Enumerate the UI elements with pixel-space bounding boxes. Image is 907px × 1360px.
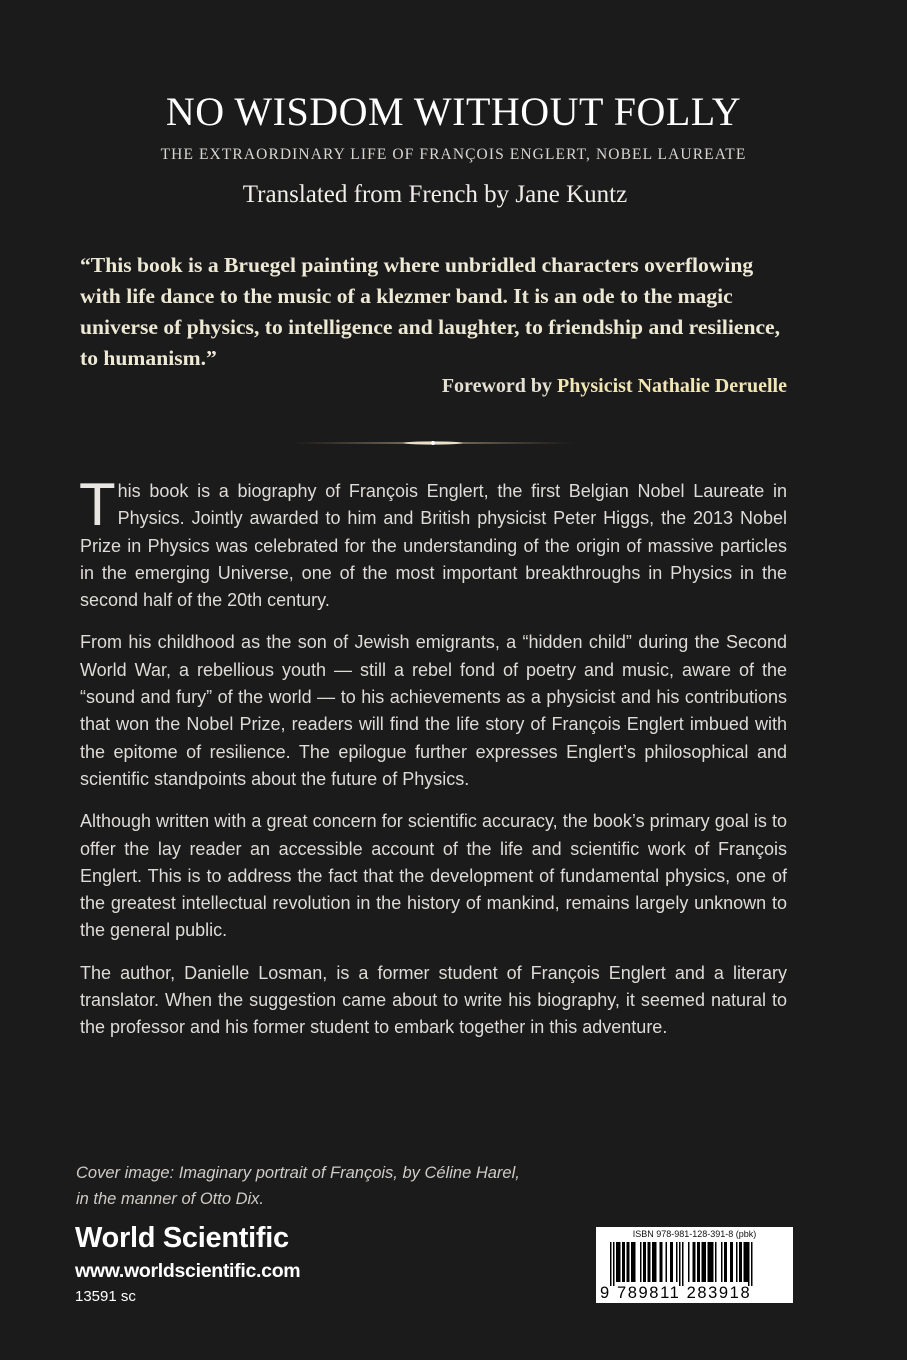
drop-cap: T [79,471,116,538]
description-paragraph-1 [79,471,787,614]
barcode-bar [693,1242,696,1282]
description-paragraph-4: The author, Danielle Losman, is a former student of François Englert and a literary translator. When the suggestion came about to write his biography, it seemed natural to the professor and his former student to embark together in this adventure. [80,962,787,1038]
barcode-bar [679,1242,681,1286]
book-title: NO WISDOM WITHOUT FOLLY [165,89,742,134]
barcode-bar [697,1242,700,1282]
barcode-bar [688,1242,690,1282]
barcode-bar [736,1242,738,1282]
product-code: 13591 sc [75,1288,136,1305]
barcode-bar [660,1242,663,1282]
foreword-author: Physicist Nathalie Deruelle [557,375,787,397]
barcode-bar [631,1242,636,1282]
barcode-bar [730,1242,733,1282]
barcode-bars [610,1242,779,1286]
barcode-bar [676,1242,678,1282]
barcode-bar [708,1242,714,1282]
isbn-label: ISBN 978-981-128-391-8 (pbk) [632,1229,757,1239]
barcode-bar [724,1242,727,1282]
barcode-bar [721,1242,723,1282]
barcode-bar [744,1242,749,1282]
foreword-credit [80,375,787,398]
barcode-bar [751,1242,753,1286]
barcode-bar [616,1242,621,1282]
barcode-bar [739,1242,742,1282]
cover-image-credit [76,1160,596,1212]
isbn-barcode [596,1227,793,1303]
barcode-bar [627,1242,630,1282]
barcode-bar [748,1242,750,1286]
barcode-bar [640,1242,642,1282]
publisher-name: World Scientific [75,1222,289,1254]
barcode-bar [613,1242,615,1286]
barcode-bar [648,1242,651,1282]
translator-credit: Translated from French by Jane Kuntz [242,181,628,208]
description-paragraph-3: Although written with a great concern for scientific accuracy, the book’s primary goal is to offer the lay reader an accessible account of the life and scientific work of François Englert. This is to address the fact that the development of fundamental physics, one of the greatest intellectual revolution in the history of mankind, remains largely unknown to the general public. [80,811,787,941]
endorsement-quote: “This book is a Bruegel painting where unbridled characters overflowing with life dance to the music of a klezmer band. It is an ode to the magic universe of physics, to intelligence and laughter, to friendship and resilience, to humanism.” [80,253,781,370]
paragraph-1-text: his book is a biography of François Englert, the first Belgian Nobel Laureate in Physics. Jointly awarded to him and British physicist Peter Higgs, the 2013 Nobel Prize in Physics was celebrated for the understanding of the origin of massive particles in the emerging Universe, one of the most important breakthroughs in Physics in the second half of the 20th century. [80,481,787,611]
barcode-bar [666,1242,668,1282]
publisher-website: www.worldscientific.com [75,1260,301,1282]
cover-credit-line-1: Cover image: Imaginary portrait of François, by Céline Harel, [76,1164,520,1182]
description-paragraph-2: From his childhood as the son of Jewish emigrants, a “hidden child” during the Second World War, a rebellious youth — still a rebel fond of poetry and music, aware of the “sound and fury” of the world — to his achievements as a physicist and his contributions that won the Nobel Prize, readers will find the life story of François Englert imbued with the epitome of resilience. The epilogue further expresses Englert’s philosophical and scientific standpoints about the future of Physics. [80,632,787,789]
barcode-bar [702,1242,707,1282]
barcode-bar [670,1242,673,1282]
barcode-bar [643,1242,646,1282]
ornament-divider [292,438,574,448]
barcode-bar [622,1242,625,1282]
barcode-bar [682,1242,684,1286]
book-description [79,471,787,1057]
barcode-bar [715,1242,717,1282]
foreword-prefix: Foreword by [441,375,558,397]
barcode-digits: 9 789811 283918 [600,1284,752,1302]
cover-credit-line-2: in the manner of Otto Dix. [76,1190,265,1208]
book-subtitle: THE EXTRAORDINARY LIFE OF FRANÇOIS ENGLERT, NOBEL LAUREATE [160,146,747,163]
barcode-bar [652,1242,657,1282]
barcode-bar [610,1242,612,1286]
